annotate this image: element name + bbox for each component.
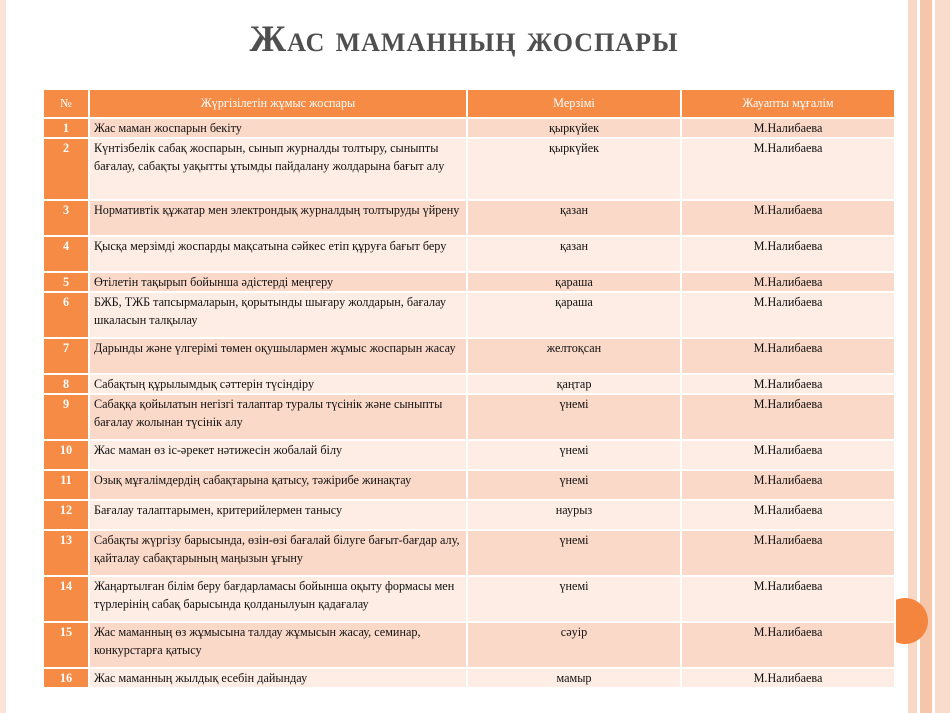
plan-table: [42, 88, 896, 689]
row-task: Бағалау талаптарымен, критерийлермен танысу: [89, 500, 467, 530]
table-row: [43, 200, 895, 236]
row-task: Сабақтың құрылымдық сәттерін түсіндіру: [89, 374, 467, 394]
table-row: [43, 394, 895, 440]
row-task: Жас маманның өз жұмысына талдау жұмысын жасау, семинар, конкурстарға қатысу: [89, 622, 467, 668]
row-number: 12: [43, 500, 89, 530]
row-term: қазан: [467, 200, 681, 236]
table-row: [43, 470, 895, 500]
row-term: қараша: [467, 292, 681, 338]
row-number: 13: [43, 530, 89, 576]
row-task: Қысқа мерзімді жоспарды мақсатына сәйкес етіп құруға бағыт беру: [89, 236, 467, 272]
table-row: [43, 374, 895, 394]
table-row: [43, 118, 895, 138]
row-number: 6: [43, 292, 89, 338]
row-term: үнемі: [467, 576, 681, 622]
row-number: 16: [43, 668, 89, 688]
row-number: 4: [43, 236, 89, 272]
row-task: Дарынды және үлгерімі төмен оқушылармен жұмыс жоспарын жасау: [89, 338, 467, 374]
row-task: Жаңартылған білім беру бағдарламасы бойынша оқыту формасы мен түрлерінің сабақ барысында қолданылуын қадағалау: [89, 576, 467, 622]
header-teacher: Жауапты мұғалім: [681, 89, 895, 118]
row-term: үнемі: [467, 470, 681, 500]
row-term: қаңтар: [467, 374, 681, 394]
row-number: 3: [43, 200, 89, 236]
table-row: [43, 668, 895, 688]
row-task: Жас маман өз іс-әрекет нәтижесін жобалай білу: [89, 440, 467, 470]
row-teacher: М.Налибаева: [681, 622, 895, 668]
header-number: №: [43, 89, 89, 118]
row-teacher: М.Налибаева: [681, 236, 895, 272]
row-task: Жас маманның жылдық есебін дайындау: [89, 668, 467, 688]
row-number: 14: [43, 576, 89, 622]
row-number: 2: [43, 138, 89, 200]
row-task: Сабақты жүргізу барысында, өзін-өзі бағалай білуге бағыт-бағдар алу, қайталау сабақтарының маңызын ұғыну: [89, 530, 467, 576]
table-row: [43, 138, 895, 200]
row-teacher: М.Налибаева: [681, 118, 895, 138]
table-header-row: [43, 89, 895, 118]
row-term: қыркүйек: [467, 138, 681, 200]
header-term: Мерзімі: [467, 89, 681, 118]
row-teacher: М.Налибаева: [681, 500, 895, 530]
row-task: Сабаққа қойылатын негізгі талаптар туралы түсінік және сыныпты бағалау жолынан түсінік алу: [89, 394, 467, 440]
row-teacher: М.Налибаева: [681, 470, 895, 500]
table-row: [43, 530, 895, 576]
row-term: үнемі: [467, 394, 681, 440]
row-teacher: М.Налибаева: [681, 338, 895, 374]
table-row: [43, 576, 895, 622]
row-number: 11: [43, 470, 89, 500]
row-term: үнемі: [467, 530, 681, 576]
row-number: 1: [43, 118, 89, 138]
row-term: наурыз: [467, 500, 681, 530]
table-row: [43, 338, 895, 374]
row-task: Өтілетін тақырып бойынша әдістерді меңгеру: [89, 272, 467, 292]
table-row: [43, 292, 895, 338]
row-teacher: М.Налибаева: [681, 394, 895, 440]
table-row: [43, 272, 895, 292]
row-number: 9: [43, 394, 89, 440]
row-teacher: М.Налибаева: [681, 138, 895, 200]
row-term: желтоқсан: [467, 338, 681, 374]
row-term: қараша: [467, 272, 681, 292]
row-teacher: М.Налибаева: [681, 530, 895, 576]
right-decor-stripe: [935, 0, 950, 713]
page-title: Жас маманның жоспары: [249, 19, 679, 60]
row-task: Күнтізбелік сабақ жоспарын, сынып журналды толтыру, сыныпты бағалау, сабақты уақытты ұтымды пайдалану жолдарына бағыт алу: [89, 138, 467, 200]
row-teacher: М.Налибаева: [681, 292, 895, 338]
row-term: мамыр: [467, 668, 681, 688]
table-row: [43, 440, 895, 470]
row-term: қыркүйек: [467, 118, 681, 138]
row-teacher: М.Налибаева: [681, 272, 895, 292]
table-row: [43, 236, 895, 272]
row-number: 10: [43, 440, 89, 470]
row-number: 15: [43, 622, 89, 668]
row-number: 5: [43, 272, 89, 292]
row-task: Озық мұғалімдердің сабақтарына қатысу, тәжірибе жинақтау: [89, 470, 467, 500]
row-number: 7: [43, 338, 89, 374]
row-term: қазан: [467, 236, 681, 272]
row-task: БЖБ, ТЖБ тапсырмаларын, қорытынды шығару жолдарын, бағалау шкаласын талқылау: [89, 292, 467, 338]
table-row: [43, 500, 895, 530]
header-task: Жүргізілетін жұмыс жоспары: [89, 89, 467, 118]
row-teacher: М.Налибаева: [681, 668, 895, 688]
row-task: Нормативтік құжатар мен электрондық журналдың толтыруды үйрену: [89, 200, 467, 236]
row-task: Жас маман жоспарын бекіту: [89, 118, 467, 138]
row-term: сәуір: [467, 622, 681, 668]
row-number: 8: [43, 374, 89, 394]
row-teacher: М.Налибаева: [681, 440, 895, 470]
left-decor-bar: [0, 0, 6, 713]
table-row: [43, 622, 895, 668]
row-teacher: М.Налибаева: [681, 576, 895, 622]
row-teacher: М.Налибаева: [681, 374, 895, 394]
row-teacher: М.Налибаева: [681, 200, 895, 236]
row-term: үнемі: [467, 440, 681, 470]
